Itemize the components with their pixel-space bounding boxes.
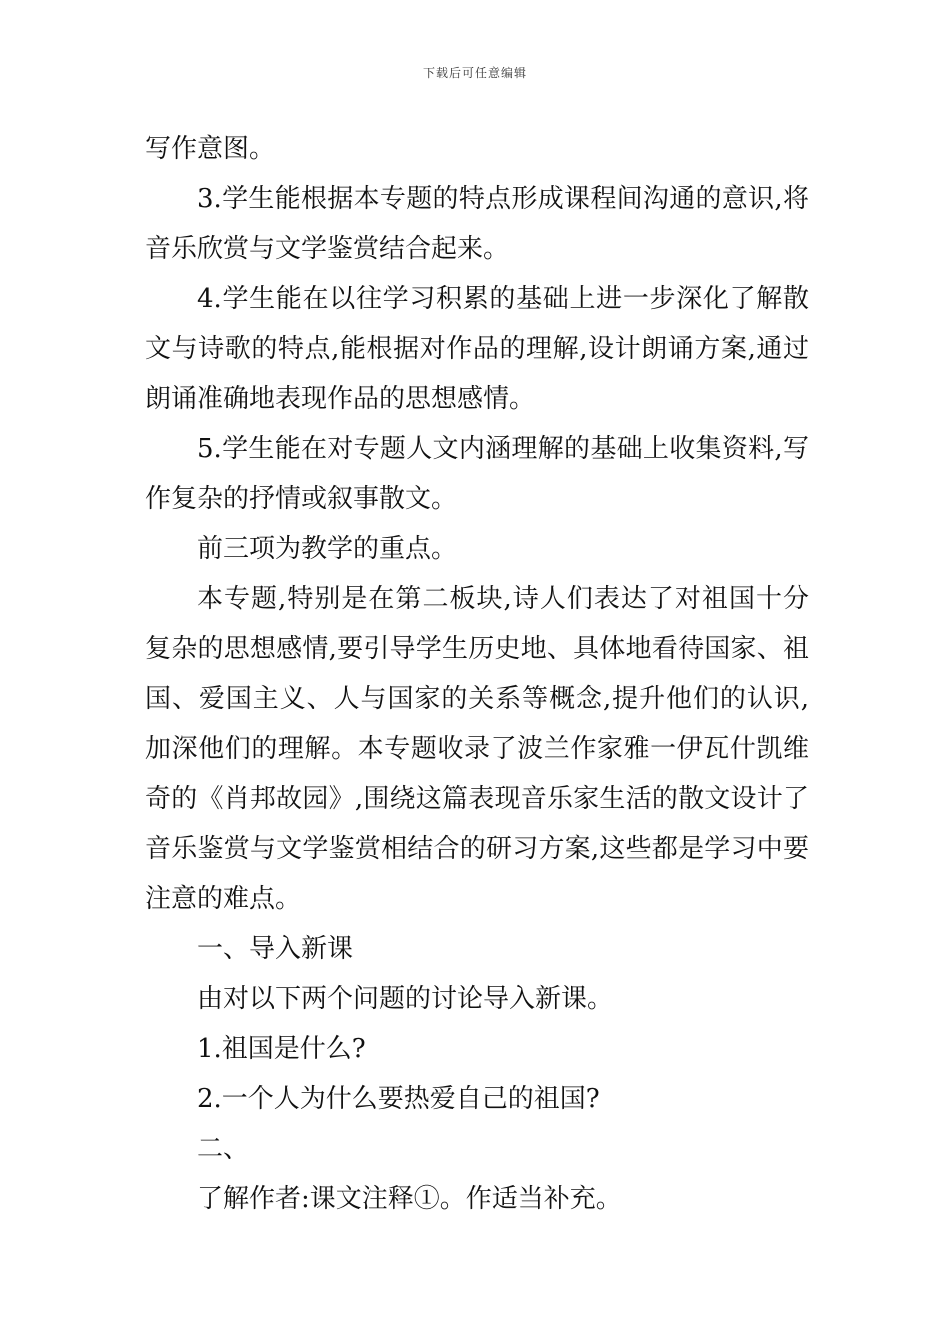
text-line: 朗诵准确地表现作品的思想感情。 xyxy=(145,384,536,414)
text-line: 前三项为教学的重点。 xyxy=(197,534,458,564)
text-line: 由对以下两个问题的讨论导入新课。 xyxy=(197,984,614,1014)
text-line: 文与诗歌的特点,能根据对作品的理解,设计朗诵方案,通过 xyxy=(145,334,809,364)
text-line: 复杂的思想感情,要引导学生历史地、具体地看待国家、祖 xyxy=(145,634,809,664)
text-line: 4.学生能在以往学习积累的基础上进一步深化了解散 xyxy=(197,284,809,314)
text-line: 2.一个人为什么要热爱自己的祖国? xyxy=(197,1084,600,1114)
text-line: 1.祖国是什么? xyxy=(197,1034,366,1064)
text-line: 本专题,特别是在第二板块,诗人们表达了对祖国十分 xyxy=(197,584,809,614)
text-line: 5.学生能在对专题人文内涵理解的基础上收集资料,写 xyxy=(197,434,809,464)
text-line: 音乐欣赏与文学鉴赏结合起来。 xyxy=(145,234,510,264)
text-line: 音乐鉴赏与文学鉴赏相结合的研习方案,这些都是学习中要 xyxy=(145,834,809,864)
text-line: 作复杂的抒情或叙事散文。 xyxy=(145,484,458,514)
text-line: 奇的《肖邦故园》,围绕这篇表现音乐家生活的散文设计了 xyxy=(145,784,809,814)
text-line: 国、爱国主义、人与国家的关系等概念,提升他们的认识, xyxy=(145,684,809,714)
text-line: 注意的难点。 xyxy=(145,884,302,914)
text-line: 二、 xyxy=(197,1134,250,1164)
page-header: 下载后可任意编辑 xyxy=(422,66,527,80)
text-line: 了解作者:课文注释①。作适当补充。 xyxy=(197,1184,622,1214)
text-line: 加深他们的理解。本专题收录了波兰作家雅一伊瓦什凯维 xyxy=(145,734,809,764)
text-line: 写作意图。 xyxy=(145,134,276,164)
text-line: 一、导入新课 xyxy=(197,934,354,964)
text-line: 3.学生能根据本专题的特点形成课程间沟通的意识,将 xyxy=(197,184,809,214)
document-body xyxy=(145,124,809,1224)
